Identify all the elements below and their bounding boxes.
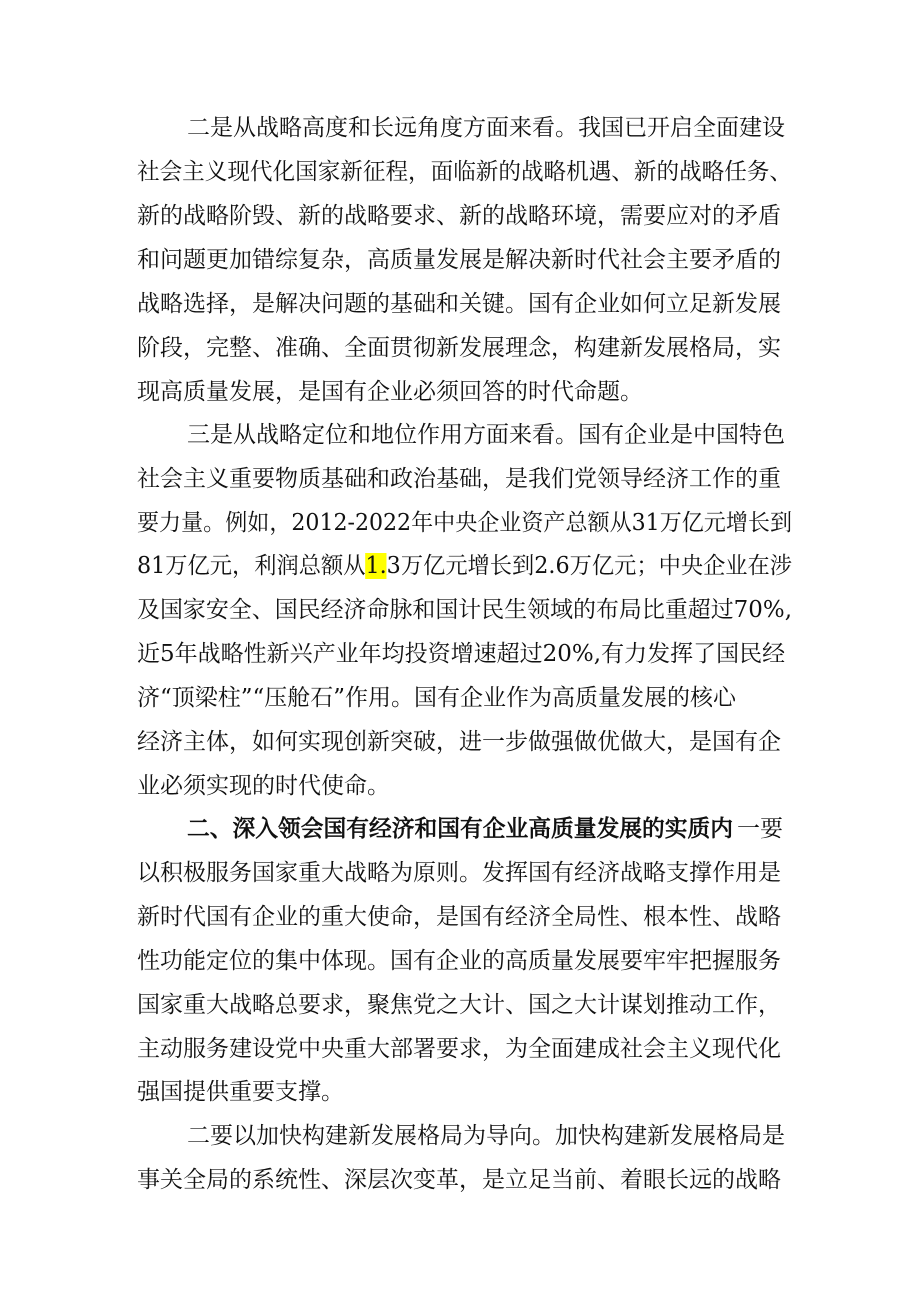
line-text: 二要以加快构建新发展格局为导向。加快构建新发展格局是 [187,1123,785,1149]
text-line [0,1116,920,1156]
text-line [0,1160,920,1200]
line-text: 社会主义重要物质基础和政治基础，是我们党领导经济工作的重 [137,466,781,492]
text-line [0,853,920,893]
line-text: 业必须实现的时代使命。 [137,773,390,799]
line-text-end: 3万亿元增长到2.6万亿元；中央企业在涉 [386,553,793,579]
line-text: 以积极服务国家重大战略为原则。发挥国有经济战略支撑作用是 [137,860,781,886]
text-line [0,284,920,324]
line-text: 战略选择，是解决问题的基础和关键。国有企业如何立足新发展 [137,291,781,317]
line-text: 近5年战略性新兴产业年均投资增速超过20%,有力发挥了国民经 [137,641,786,667]
heading-line-tail: 一要 [737,816,783,842]
text-line [0,196,920,236]
text-line [0,897,920,937]
text-line [0,678,920,718]
text-line [0,590,920,630]
line-text: 二是从战略高度和长远角度方面来看。我国已开启全面建设 [187,115,785,141]
text-line [0,108,920,148]
line-text: 主动服务建设党中央重大部署要求，为全面建成社会主义现代化 [137,1036,781,1062]
text-line [0,766,920,806]
line-text: 要力量。例如，2012-2022年中央企业资产总额从31万亿元增长到 [137,510,793,536]
line-text: 新的战略阶毁、新的战略要求、新的战略环境，需要应对的矛盾 [137,203,781,229]
text-line [0,328,920,368]
line-text: 社会主义现代化国家新征程，面临新的战略机遇、新的战略任务、 [137,159,792,185]
section-heading-line [0,809,920,849]
text-line [0,415,920,455]
line-text: 新时代国有企业的重大使命，是国有经济全局性、根本性、战略 [137,904,781,930]
line-text: 经济主体，如何实现创新突破，进一步做强做优做大，是国有企 [137,729,781,755]
line-text: 强国提供重要支撑。 [137,1079,344,1105]
text-line [0,985,920,1025]
text-line [0,634,920,674]
line-text: 国家重大战略总要求，聚焦党之大计、国之大计谋划推动工作， [137,992,781,1018]
text-line [0,1029,920,1069]
line-text: 阶段，完整、准确、全面贯彻新发展理念，构建新发展格局，实 [137,335,781,361]
line-text: 济“顶梁柱”“压舱石”作用。国有企业作为高质量发展的核心 [137,685,737,711]
text-line [0,372,920,412]
line-text: 三是从战略定位和地位作用方面来看。国有企业是中国特色 [187,422,785,448]
text-line [0,240,920,280]
text-line [0,941,920,981]
text-line [0,503,920,543]
line-text [137,546,792,586]
section-heading: 二、深入领会国有经济和国有企业高质量发展的实质内 [187,816,733,842]
text-line [0,1072,920,1112]
line-text: 性功能定位的集中体现。国有企业的高质量发展要牢牢把握服务 [137,948,781,974]
line-text: 及国家安全、国民经济命脉和国计民生领域的布局比重超过70%, [137,597,792,623]
line-text-start: 81万亿元，利润总额从 [137,553,366,579]
line-text: 事关全局的系统性、深层次变革，是立足当前、着眼长远的战略 [137,1167,781,1193]
text-line [0,546,920,586]
line-text: 现高质量发展，是国有企业必须回答的时代命题。 [137,379,643,405]
text-line [0,722,920,762]
line-text: 和问题更加错综复杂，高质量发展是解决新时代社会主要矛盾的 [137,247,781,273]
highlighted-text: 1. [365,553,387,579]
text-line [0,459,920,499]
text-line [0,152,920,192]
